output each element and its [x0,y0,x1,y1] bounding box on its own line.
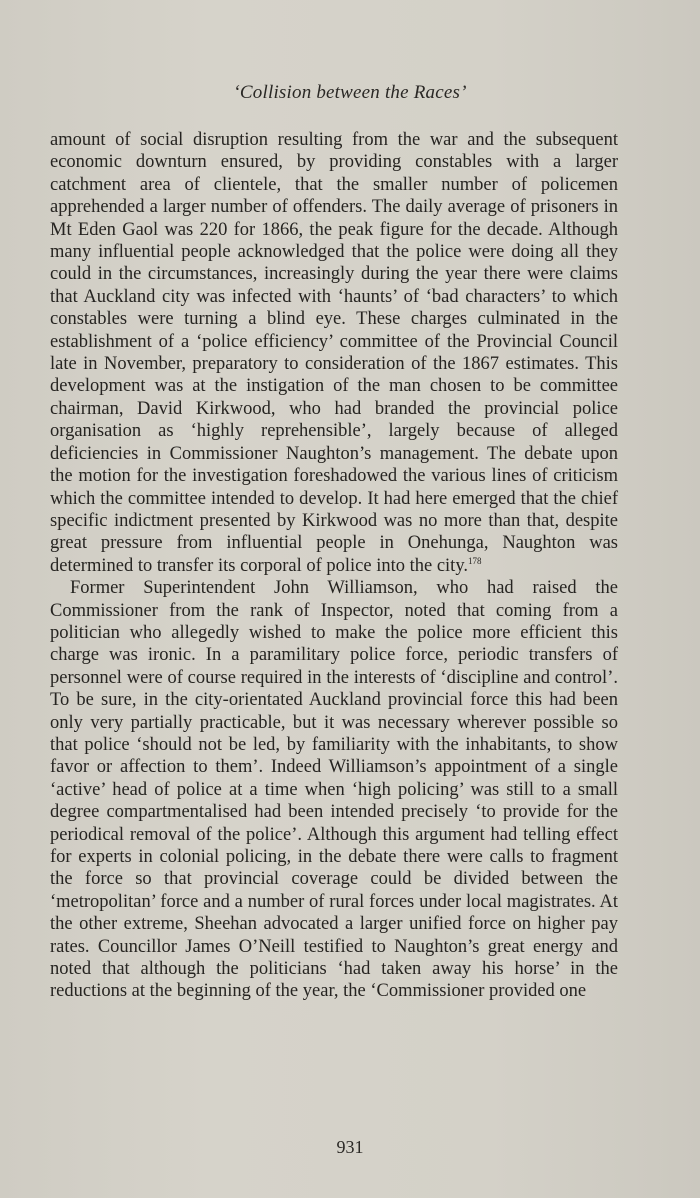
running-title: ‘Collision between the Races’ [233,82,467,103]
paragraph-1 [50,129,618,577]
footnote-reference: 178 [468,555,482,566]
page-number: 931 [336,1137,364,1157]
paragraph-1-text: amount of social disruption resulting from the war and the subsequent economic downturn ensured, by providing constables with a larger catchment area of clientele, that the smaller number of policemen apprehended a larger number of offenders. The daily average of prisoners in Mt Eden Gaol was 220 for 1866, the peak figure for the decade. Although many influential people acknowledged that the police were doing all they could in the circumstances, increasingly during the year there were claims that Auckland city was infected with ‘haunts’ of ‘bad characters’ to which constables were turning a blind eye. These charges culminated in the establishment of a ‘police efficiency’ committee of the Provincial Council late in November, preparatory to consideration of the 1867 estimates. This development was at the instigation of the man chosen to be committee chairman, David Kirkwood, who had branded the provincial police organisation as ‘highly reprehensible’, largely because of alleged deficiencies in Commissioner Naughton’s management. The debate upon the motion for the investigation foreshadowed the various lines of criticism which the committee intended to develop. It had here emerged that the chief specific indictment presented by Kirkwood was no more than that, despite great pressure from influential people in Onehunga, Naughton was determined to transfer its corporal of police into the city. [50,130,618,576]
paragraph-2: Former Superintendent John Williamson, who had raised the Commissioner from the rank of Inspector, noted that coming from a politician who allegedly wished to make the police more efficient this charge was ironic. In a paramilitary police force, periodic transfers of personnel were of course required in the interests of ‘discipline and control’. To be sure, in the city-orientated Auckland provincial force this had been only very partially practicable, but it was necessary wherever possible so that police ‘should not be led, by familiarity with the inhabitants, to show favor or affection to them’. Indeed Williamson’s appointment of a single ‘active’ head of police at a time when ‘high policing’ was still to a small degree compartmentalised had been intended precisely ‘to provide for the periodical removal of the police’. Although this argument had telling effect for experts in colonial policing, in the debate there were calls to fragment the force so that provincial coverage could be divided between the ‘metropolitan’ force and a number of rural forces under local magistrates. At the other extreme, Sheehan advocated a larger unified force on higher pay rates. Councillor James O’Neill testified to Naughton’s great energy and noted that although the politicians ‘had taken away his horse’ in the reductions at the beginning of the year, the ‘Commissioner provided one [50,578,618,1002]
body-text [50,129,618,1003]
